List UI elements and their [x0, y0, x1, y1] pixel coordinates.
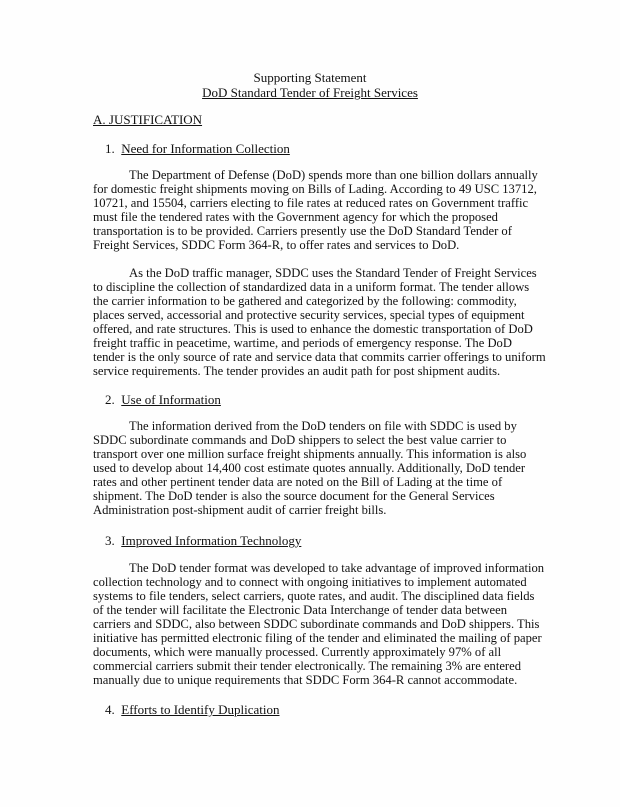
subsection-heading-1: [105, 141, 290, 156]
paragraph-line: for domestic freight shipments moving on Bills of Lading. According to 49 USC 13712,: [93, 182, 537, 196]
section-heading-justification: A. JUSTIFICATION: [93, 112, 203, 127]
paragraph: [93, 168, 538, 252]
paragraph-line: freight traffic in peacetime, wartime, and periods of emergency response. The DoD: [93, 336, 512, 350]
subsection-number: 3.: [105, 533, 115, 548]
subsection-heading-2: [105, 392, 221, 407]
paragraph-line: must file the tendered rates with the Government agency for which the proposed: [93, 210, 498, 224]
paragraph-line: commercial carriers submit their tender electronically. The remaining 3% are entered: [93, 659, 521, 673]
paragraph-line: documents, which were manually processed. Currently approximately 97% of all: [93, 645, 502, 659]
subsection-number: 1.: [105, 141, 115, 156]
paragraph-line: transport over one million surface freight shipments annually. This information is also: [93, 447, 527, 461]
paragraph-line: tender is the only source of rate and service data that commits carrier offerings to uniform: [93, 350, 546, 364]
paragraph-line: rates and other pertinent tender data are noted on the Bill of Lading at the time of: [93, 475, 503, 489]
subsection-heading-4: [105, 702, 280, 717]
paragraph: [93, 561, 545, 687]
paragraph-line: of the tender will facilitate the Electronic Data Interchange of tender data between: [93, 603, 507, 617]
paragraph: [93, 419, 533, 517]
paragraph-line: shipment. The DoD tender is also the source document for the General Services: [93, 489, 495, 503]
paragraph-line: carriers and SDDC, also between SDDC subordinate commands and DoD shippers. This: [93, 617, 540, 631]
paragraph-line: to discipline the collection of standardized data in a uniform format. The tender allows: [93, 280, 530, 294]
subsection-number: 2.: [105, 392, 115, 407]
subsection-number: 4.: [105, 702, 115, 717]
paragraph-line: The information derived from the DoD tenders on file with SDDC is used by: [129, 419, 517, 433]
paragraph-line: The DoD tender format was developed to take advantage of improved information: [129, 561, 545, 575]
paragraph-line: the carrier information to be gathered and categorized by the following: commodity,: [93, 294, 517, 308]
subsection-title: Need for Information Collection: [121, 141, 290, 156]
document-subtitle: [0, 85, 620, 100]
paragraph-line: used to develop about 14,400 cost estimate quotes annually. Additionally, DoD tender: [93, 461, 526, 475]
paragraph-line: As the DoD traffic manager, SDDC uses the Standard Tender of Freight Services: [129, 266, 537, 280]
paragraph-line: collection technology and to connect with ongoing initiatives to implement automated: [93, 575, 527, 589]
subsection-title: Use of Information: [121, 392, 221, 407]
title-line-2: DoD Standard Tender of Freight Services: [202, 85, 418, 100]
subsection-title: Efforts to Identify Duplication: [121, 702, 280, 717]
paragraph-line: offered, and rate structures. This is used to enhance the domestic transportation of DoD: [93, 322, 533, 336]
paragraph-line: places served, accessorial and protective security services, special types of equipment: [93, 308, 525, 322]
paragraph-line: SDDC subordinate commands and DoD shippers to select the best value carrier to: [93, 433, 507, 447]
document-title: [0, 70, 620, 85]
paragraph: [93, 266, 546, 378]
subsection-heading-3: [105, 533, 301, 548]
paragraph-line: Freight Services, SDDC Form 364-R, to offer rates and services to DoD.: [93, 238, 460, 252]
paragraph-line: systems to file tenders, select carriers, quote rates, and audit. The disciplined data fields: [93, 589, 535, 603]
paragraph-line: Administration post-shipment audit of carrier freight bills.: [93, 503, 387, 517]
paragraph-line: initiative has permitted electronic filing of the tender and eliminated the mailing of paper: [93, 631, 542, 645]
title-line-1: Supporting Statement: [253, 70, 367, 85]
paragraph-line: The Department of Defense (DoD) spends more than one billion dollars annually: [129, 168, 538, 182]
subsection-title: Improved Information Technology: [121, 533, 302, 548]
paragraph-line: 10721, and 15504, carriers electing to file rates at reduced rates on Government traffic: [93, 196, 529, 210]
paragraph-line: transportation is to be provided. Carriers presently use the DoD Standard Tender of: [93, 224, 512, 238]
paragraph-line: manually due to unique requirements that SDDC Form 364-R cannot accommodate.: [93, 673, 518, 687]
paragraph-line: service requirements. The tender provides an audit path for post shipment audits.: [93, 364, 501, 378]
